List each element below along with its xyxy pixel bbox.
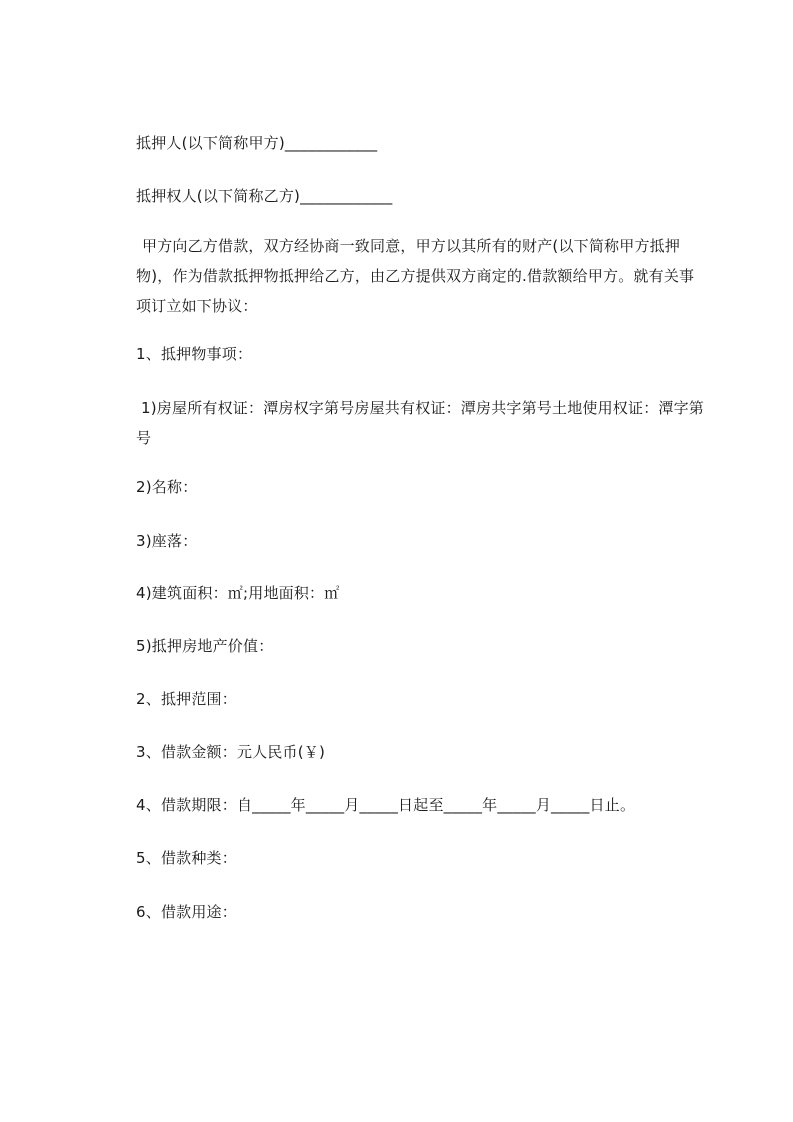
sub-item-3: 3)座落： <box>136 532 198 550</box>
mortgagor-line: 抵押人(以下简称甲方)____________ <box>136 134 378 152</box>
mortgagee-line: 抵押权人(以下简称乙方)____________ <box>136 187 393 205</box>
intro-text: 甲方向乙方借款，双方经协商一致同意，甲方以其所有的财产(以下简称甲方抵押物)，作为借款抵押物抵押给乙方，由乙方提供双方商定的.借款额给甲方。就有关事项订立如下协议： <box>136 237 695 315</box>
intro-paragraph <box>136 231 706 321</box>
section-3-heading: 3、借款金额：元人民币(￥) <box>136 743 326 761</box>
section-2-heading: 2、抵押范围： <box>136 690 237 708</box>
section-4-heading: 4、借款期限：自_____年_____月_____日起至_____年_____月_____日止。 <box>136 796 636 814</box>
sub-item-1 <box>136 393 706 453</box>
sub-item-1-text: 1)房屋所有权证：潭房权字第号房屋共有权证：潭房共字第号土地使用权证：潭字第号 <box>136 399 704 447</box>
sub-item-2: 2)名称： <box>136 478 198 496</box>
sub-item-5: 5)抵押房地产价值： <box>136 637 274 655</box>
section-6-heading: 6、借款用途： <box>136 903 237 921</box>
section-1-heading: 1、抵押物事项： <box>136 345 253 363</box>
section-5-heading: 5、借款种类： <box>136 849 237 867</box>
sub-item-4: 4)建筑面积：㎡;用地面积：㎡ <box>136 584 340 602</box>
